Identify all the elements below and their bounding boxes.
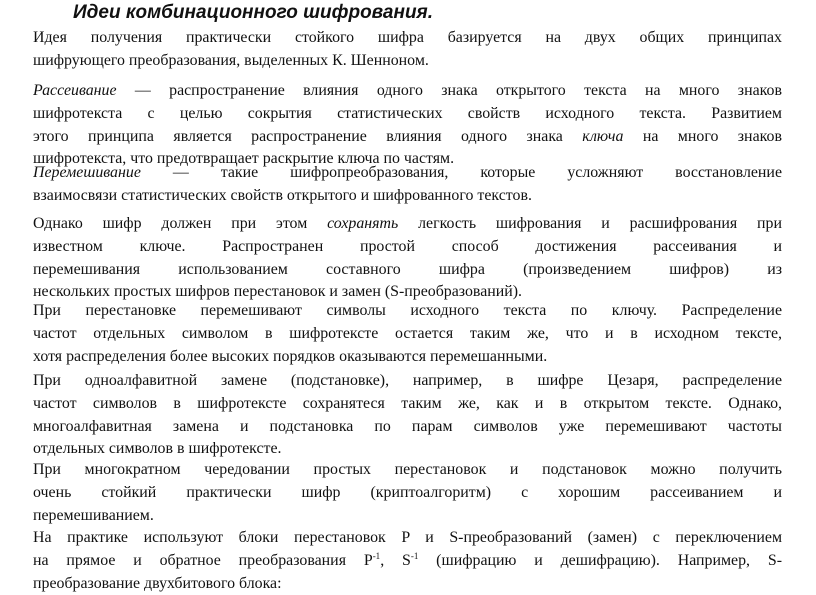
term-diffusion: Рассеивание <box>33 82 117 99</box>
text-line: перемешивания использованием составного шифра (произведением шифров) из <box>33 260 782 278</box>
text-line: многоалфавитная замена и подстановка по парам символов уже перемешивают частоты <box>33 417 782 435</box>
text-line: Однако шифр должен при этом сохранять легкость шифрования и расшифрования при <box>33 215 782 232</box>
text-line: хотя распределения более высоких порядков оказываются перемешанными. <box>33 347 548 365</box>
text-line: При многократном чередовании простых перестановок и подстановок можно получить <box>33 461 782 478</box>
text-line: на прямое и обратное преобразования $P^{-1}$, $S^{-1}$ (шифрацию и дешифрацию). Например, S- <box>33 550 782 569</box>
text-line: Рассеивание — распространение влияния одного знака открытого текста на много знаков <box>33 82 782 99</box>
text-line: взаимосвязи статистических свойств открытого и шифрованного текстов. <box>33 186 532 204</box>
text-line: частот символов в шифротексте сохранятеся таким же, как и в открытом тексте. Однако, <box>33 394 782 412</box>
text-line: частот отдельных символом в шифротексте остается таким же, что и в исходном тексте, <box>33 324 782 342</box>
text-line: На практике используют блоки перестановок P и S-преобразований (замен) с переключением <box>33 529 782 546</box>
paragraph-diffusion <box>33 80 782 171</box>
text-line: нескольких простых шифров перестановок и замен (S-преобразований). <box>33 283 523 301</box>
superscript-inverse: -1 <box>372 550 381 561</box>
text-line: При одноалфавитной замене (подстановке), например, в шифре Цезаря, распределение <box>33 372 782 389</box>
text-line: Перемешивание — такие шифропреобразования, которые усложняют восстановление <box>33 164 782 181</box>
text-line: известном ключе. Распространен простой способ достижения рассеивания и <box>33 237 782 255</box>
paragraph-confusion <box>33 162 782 208</box>
text-line: При перестановке перемешивают символы исходного текста по ключу. Распределение <box>33 302 782 319</box>
page-title: Идеи комбинационного шифрования. <box>73 2 434 23</box>
text-line: шифротекста, что предотвращает раскрытие ключа по частям. <box>33 150 455 168</box>
term-preserve: сохранять <box>327 215 399 232</box>
paragraph-practice <box>33 527 782 595</box>
paragraph-substitution <box>33 370 782 461</box>
text-line: отдельных символов в шифротексте. <box>33 440 282 458</box>
superscript-inverse: -1 <box>410 550 419 561</box>
text-line: шифротекста с целью сокрытия статистических свойств исходного текста. Развитием <box>33 104 782 122</box>
paragraph-composite-cipher <box>33 213 782 304</box>
paragraph-intro <box>33 27 782 73</box>
term-key: ключа <box>582 127 624 145</box>
text-line: Идея получения практически стойкого шифра базируется на двух общих принципах <box>33 29 782 46</box>
text-line: перемешиванием. <box>33 506 154 524</box>
text-line: этого принципа является распространение влияния одного знака ключа на много знаков <box>33 127 782 145</box>
term-confusion: Перемешивание <box>33 164 141 181</box>
paragraph-transposition <box>33 300 782 368</box>
text-line: преобразование двухбитового блока: <box>33 574 282 592</box>
text-line: очень стойкий практически шифр (криптоалгоритм) с хорошим рассеиванием и <box>33 483 782 501</box>
paragraph-alternation <box>33 459 782 527</box>
text-line: шифрующего преобразования, выделенных К. Шенноном. <box>33 51 429 69</box>
